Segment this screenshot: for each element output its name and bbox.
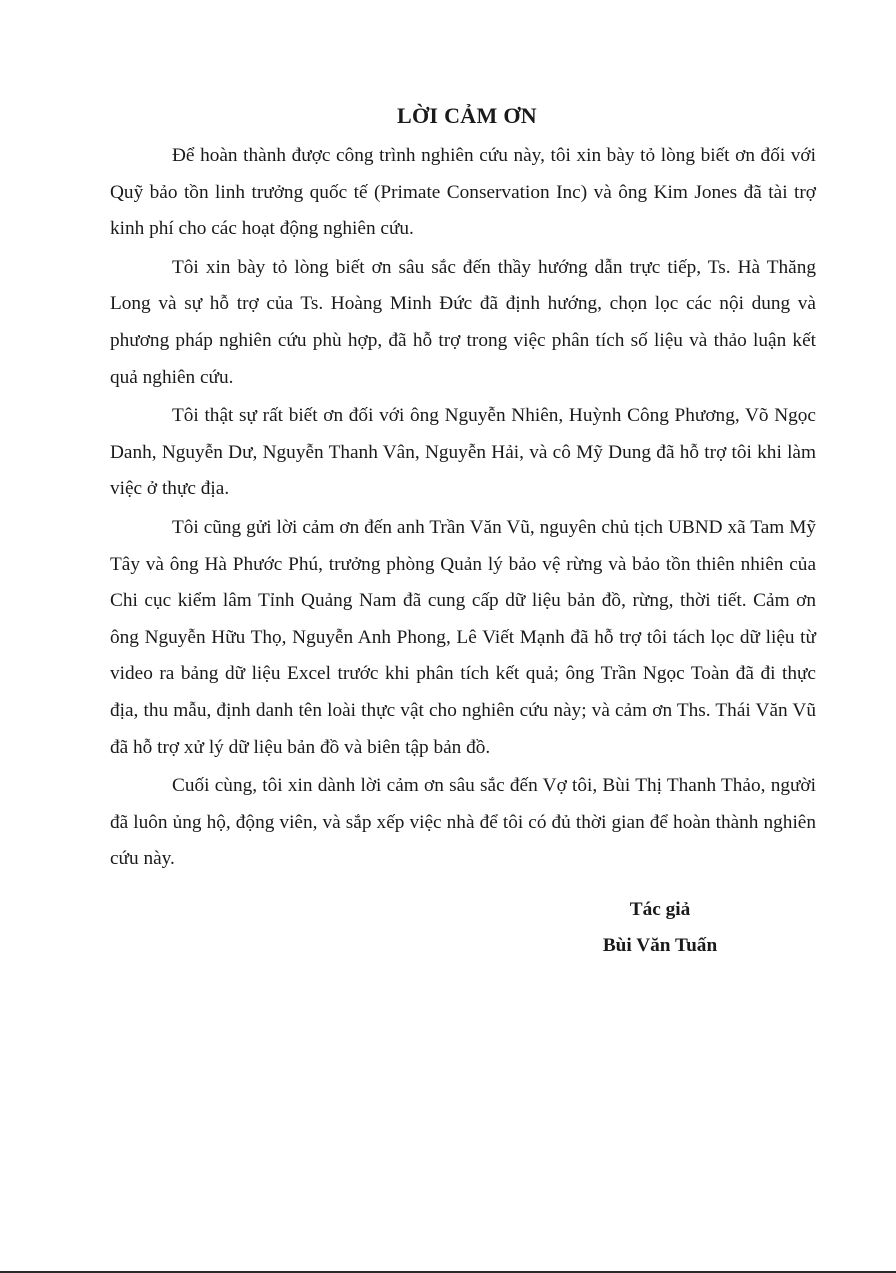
paragraph-funding: Để hoàn thành được công trình nghiên cứu này, tôi xin bày tỏ lòng biết ơn đối với Quỹ bảo tồn linh trưởng quốc tế (Primate Conservation Inc) và ông Kim Jones đã tài trợ kinh phí cho các hoạt động nghiên cứu. [110, 145, 816, 240]
paragraph-fieldwork: Tôi thật sự rất biết ơn đối với ông Nguyễn Nhiên, Huỳnh Công Phương, Võ Ngọc Danh, Nguyễn Dư, Nguyễn Thanh Vân, Nguyễn Hải, và cô Mỹ Dung đã hỗ trợ tôi khi làm việc ở thực địa. [110, 405, 816, 500]
signature-block [560, 892, 760, 964]
signature-name: Bùi Văn Tuấn [602, 935, 718, 956]
document-body [110, 100, 816, 880]
paragraph-supervisors: Tôi xin bày tỏ lòng biết ơn sâu sắc đến thầy hướng dẫn trực tiếp, Ts. Hà Thăng Long và sự hỗ trợ của Ts. Hoàng Minh Đức đã định hướng, chọn lọc các nội dung và phương pháp nghiên cứu phù hợp, đã hỗ trợ trong việc phân tích số liệu và thảo luận kết quả nghiên cứu. [110, 256, 816, 388]
signature-role: Tác giả [629, 899, 691, 920]
paragraph-data-support: Tôi cũng gửi lời cảm ơn đến anh Trần Văn Vũ, nguyên chủ tịch UBND xã Tam Mỹ Tây và ông Hà Phước Phú, trưởng phòng Quản lý bảo vệ rừng và bảo tồn thiên nhiên của Chi cục kiểm lâm Tỉnh Quảng Nam đã cung cấp dữ liệu bản đồ, rừng, thời tiết. Cảm ơn ông Nguyễn Hữu Thọ, Nguyễn Anh Phong, Lê Viết Mạnh đã hỗ trợ tôi tách lọc dữ liệu từ video ra bảng dữ liệu Excel trước khi phân tích kết quả; ông Trần Ngọc Toàn đã đi thực địa, thu mẫu, định danh tên loài thực vật cho nghiên cứu này; và cảm ơn Ths. Thái Văn Vũ đã hỗ trợ xử lý dữ liệu bản đồ và biên tập bản đồ. [110, 516, 816, 758]
paragraph-family: Cuối cùng, tôi xin dành lời cảm ơn sâu sắc đến Vợ tôi, Bùi Thị Thanh Thảo, người đã luôn ủng hộ, động viên, và sắp xếp việc nhà để tôi có đủ thời gian để hoàn thành nghiên cứu này. [110, 775, 816, 870]
page-title: LỜI CẢM ƠN [397, 103, 537, 128]
